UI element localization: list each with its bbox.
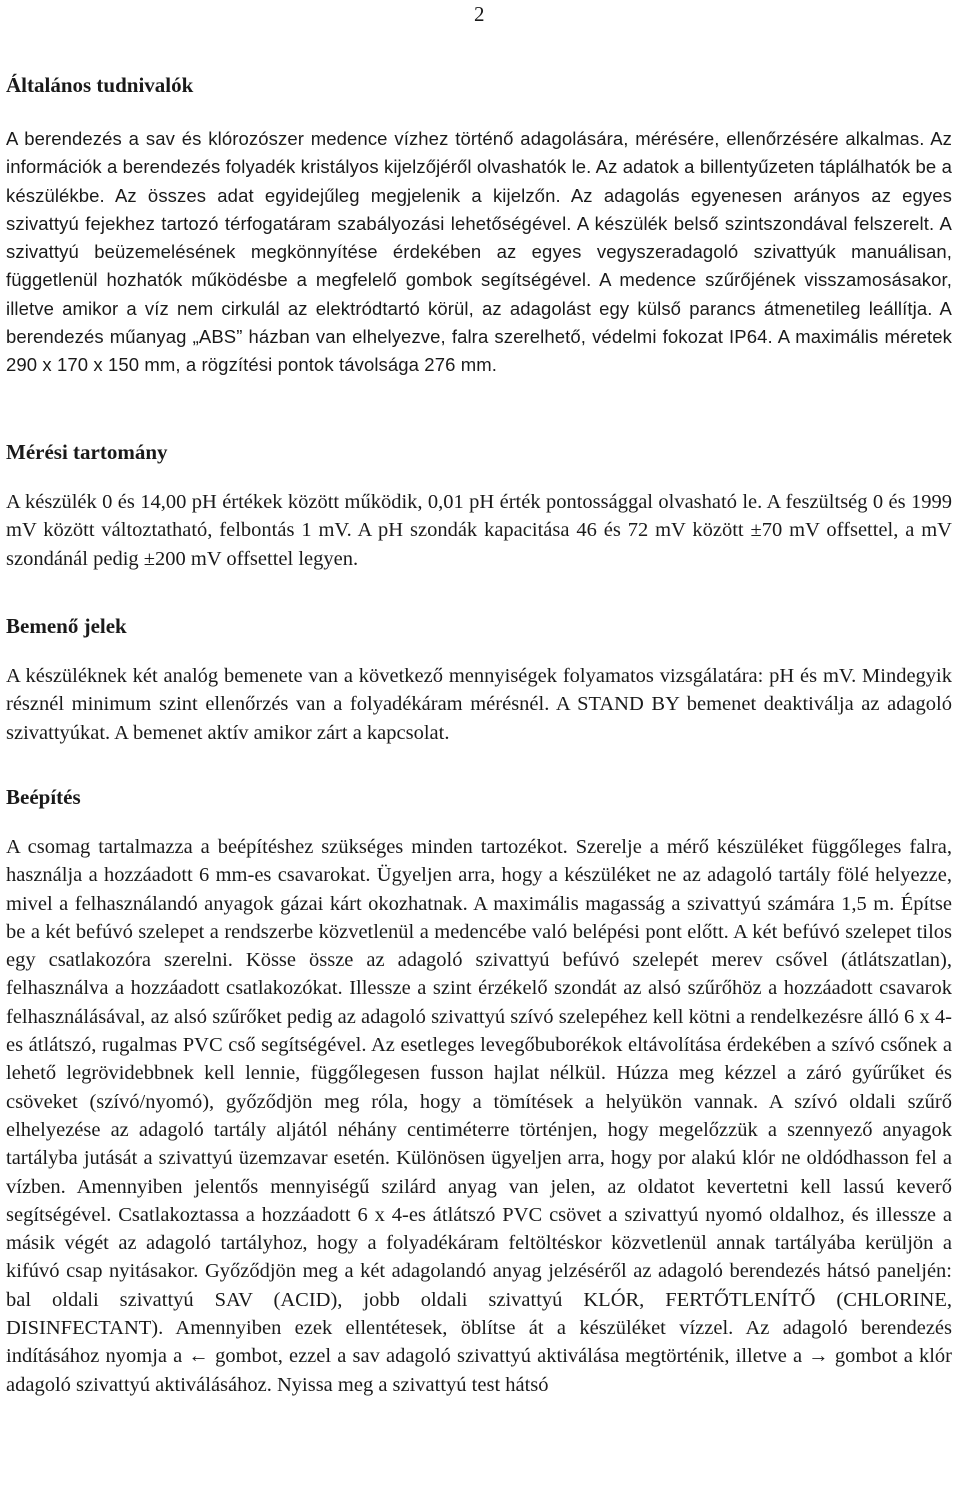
section-heading: Mérési tartomány: [6, 440, 168, 464]
section-paragraph: A készüléknek két analóg bemenete van a következő mennyiségek folyamatos vizsgálatára: pH és mV. Mindegyik résznél minimum szint ellenőrzés van a folyadékáram mérésnél. A STAND BY bemenet deaktiválja az adagoló szivattyúkat. A bemenet aktív amikor zárt a kapcsolat.: [6, 665, 952, 744]
section-paragraph: A berendezés a sav és klórozószer medence vízhez történő adagolására, mérésére, ellenőrzésére alkalmas. Az információk a berendezés folyadék kristályos kijelzőjéről olvashatók le. Az adatok a billentyűzeten táplálhatók be a készülékbe. Az összes adat egyidejűleg megjelenik a kijelzőn. Az adagolás egyenesen arányos az egyes szivattyú fejekhez tartozó térfogatáram szabályozási lehetőségével. A készülék belső szintszondával felszerelt. A szivattyú beüzemelésének megkönnyítése érdekében az egyes vegyszeradagoló szivattyúk manuálisan, függetlenül hozhatók működésbe a megfelelő gombok segítségével. A medence szűrőjének visszamosásakor, illetve amikor a víz nem cirkulál az elektródtartó körül, az adagolást egy külső parancs átmenetileg leállítja. A berendezés műanyag „ABS” házban van elhelyezve, falra szerelhető, védelmi fokozat IP64. A maximális méretek 290 x 170 x 150 mm, a rögzítési pontok távolsága 276 mm.: [6, 128, 952, 376]
section-heading: Bemenő jelek: [6, 614, 127, 638]
section-bemeno-jelek: [6, 614, 952, 747]
section-paragraph: A készülék 0 és 14,00 pH értékek között működik, 0,01 pH érték pontossággal olvasható le. A feszültség 0 és 1999 mV között változtatható, felbontás 1 mV. A pH szondák kapacitása 46 és 72 mV között ±70 mV offsettel, a mV szondánál pedig ±200 mV offsettel legyen.: [6, 491, 952, 570]
section-paragraph: A csomag tartalmazza a beépítéshez szükséges minden tartozékot. Szerelje a mérő készüléket függőleges falra, használja a hozzáadott 6 mm-es csavarokat. Ügyeljen arra, hogy a készüléket ne az adagoló tartály fölé helyezze, mivel a felhasználandó anyagok gázai kárt okozhatnak. A maximális magasság a szivattyú számára 1,5 m. Építse be a két befúvó szelepet a rendszerbe közvetlenül a medencébe való belépési pont előtt. A két befúvó szelepet tilos egy csatlakozóra szerelni. Kösse össze az adagoló szivattyú befúvó szelepét merev csővel (átlátszatlan), felhasználva a hozzáadott csatlakozókat. Illessze a szint érzékelő szondát az alsó szűrőhöz a hozzáadott csavarok felhasználásával, az alsó szűrőket pedig az adagoló szivattyú szívó szelepéhez kell kötni a rendelkezésre álló 6 x 4-es átlátszó, rugalmas PVC cső segítségével. Az esetleges levegőbuborékok eltávolítása érdekében a szívó csőnek a lehető legrövidebbnek kell lennie, függőlegesen fusson hajlat nélkül. Húzza meg kézzel a záró gyűrűket és csöveket (szívó/nyomó), győződjön meg róla, hogy a tömítések a helyükön vannak. A szívó oldali szűrő elhelyezése az adagoló tartály aljától néhány centiméterre történjen, hogy megelőzzük a szennyező anyagok tartályba jutását a szivattyú üzemzavar esetén. Különösen ügyeljen arra, hogy por alakú klór ne oldódhasson fel a vízben. Amennyiben jelentős mennyiségű szilárd anyag van jelen, az oldatot kevertetni kell lassú keverő segítségével. Csatlakoztassa a hozzáadott 6 x 4-es átlátszó PVC csövet a szivattyú nyomó oldalhoz, és illessze a másik végét az adagoló tartályhoz, hogy a folyadékáram feltöltéskor közvetlenül annak tartályába kerüljön a kifúvó csap nyitásakor. Győződjön meg a két adagolandó anyag jelzéséről az adagoló berendezés hátsó paneljén: bal oldali szivattyú SAV (ACID), jobb oldali szivattyú KLÓR, FERTŐTLENÍTŐ (CHLORINE, DISINFECTANT). Amennyiben ezek ellentétesek, öblítse át a készüléket vízzel. Az adagoló berendezés indításához nyomja a ← gombot, ezzel a sav adagoló szivattyú aktiválása megtörténik, illetve a → gombot a klór adagoló szivattyú aktiválásához. Nyissa meg a szivattyú test hátsó: [6, 836, 952, 1396]
section-beepites: [6, 785, 952, 1399]
section-meresi-tartomany: [6, 440, 952, 573]
page-number: 2: [474, 2, 485, 26]
section-heading: Általános tudnivalók: [6, 73, 194, 97]
section-heading: Beépítés: [6, 785, 81, 809]
